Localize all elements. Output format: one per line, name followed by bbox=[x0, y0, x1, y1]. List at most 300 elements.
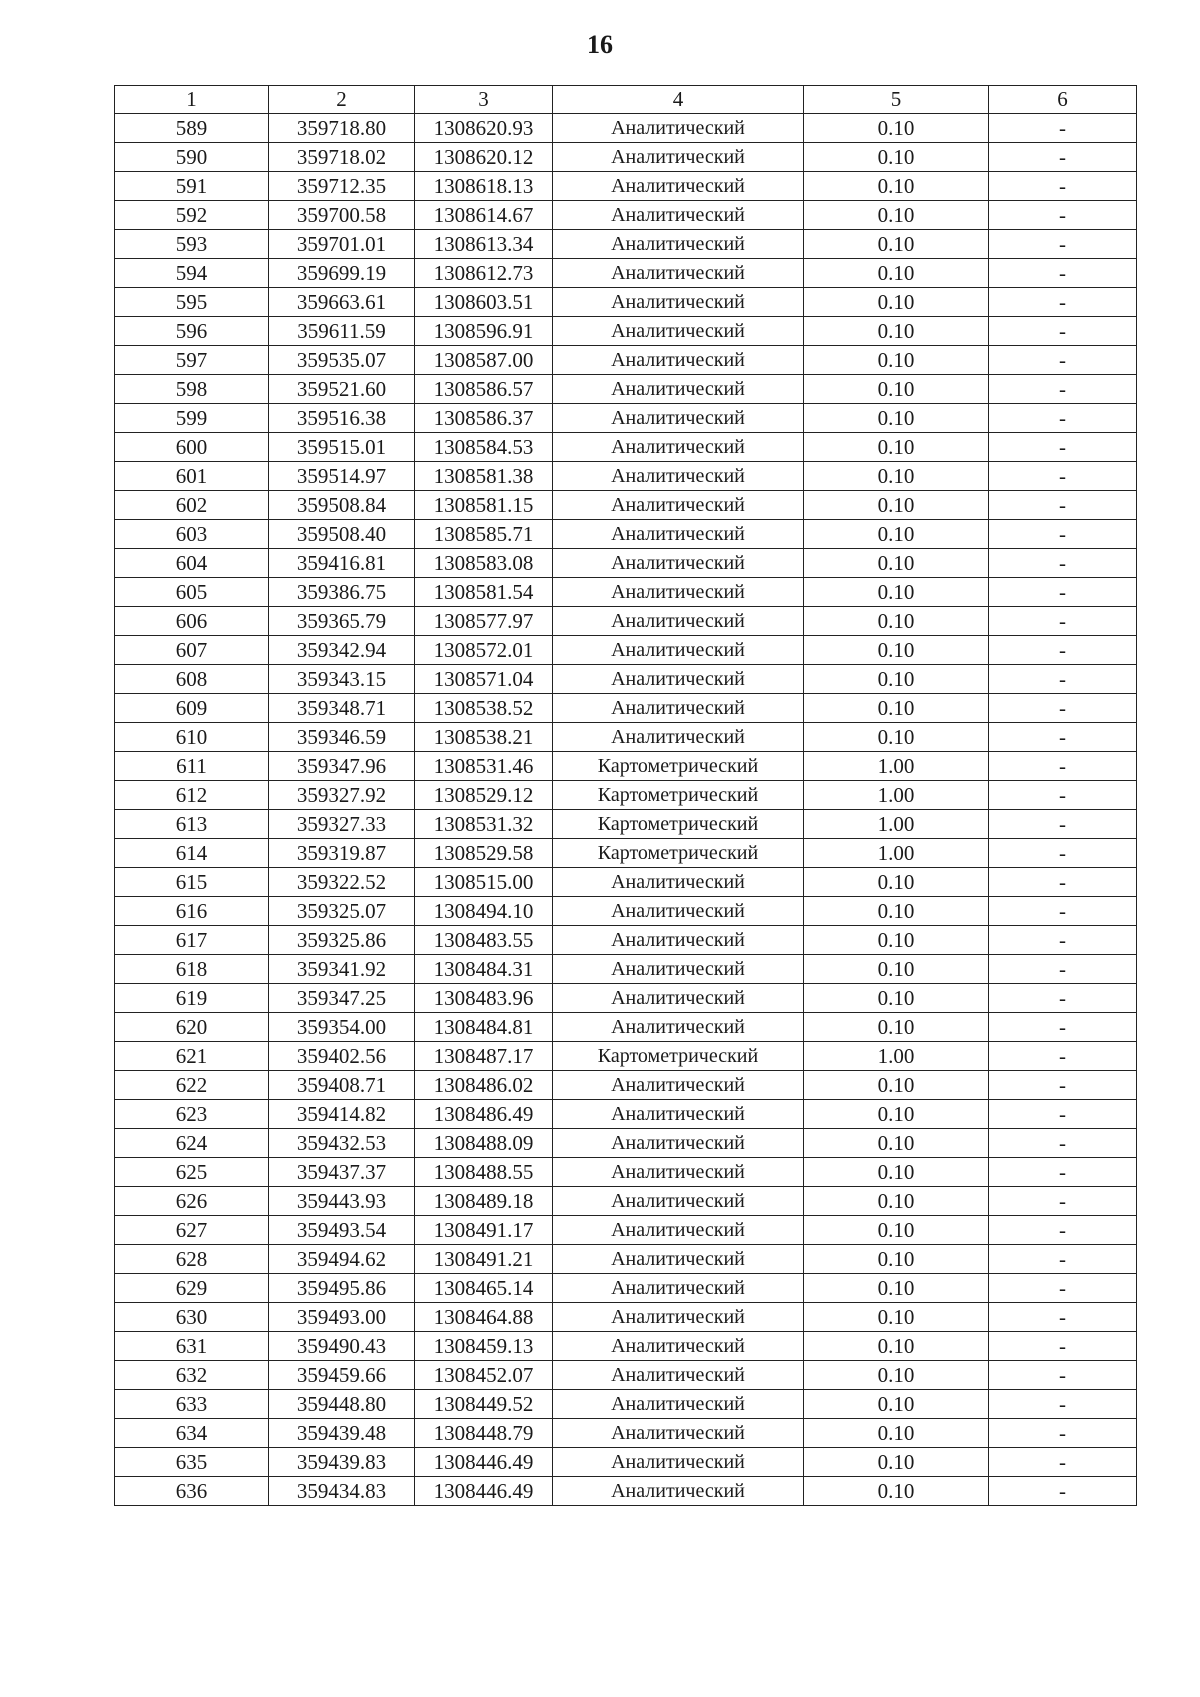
table-row bbox=[115, 462, 1137, 491]
accuracy-cell: 0.10 bbox=[804, 1013, 989, 1042]
x-coordinate-cell: 359535.07 bbox=[269, 346, 415, 375]
table-row bbox=[115, 1361, 1137, 1390]
note-cell: - bbox=[989, 1361, 1137, 1390]
y-coordinate-cell: 1308581.38 bbox=[415, 462, 553, 491]
method-cell: Аналитический bbox=[553, 317, 804, 346]
point-number-cell: 591 bbox=[115, 172, 269, 201]
point-number-cell: 618 bbox=[115, 955, 269, 984]
note-cell: - bbox=[989, 317, 1137, 346]
x-coordinate-cell: 359347.25 bbox=[269, 984, 415, 1013]
accuracy-cell: 0.10 bbox=[804, 172, 989, 201]
y-coordinate-cell: 1308618.13 bbox=[415, 172, 553, 201]
method-cell: Аналитический bbox=[553, 723, 804, 752]
note-cell: - bbox=[989, 636, 1137, 665]
point-number-cell: 609 bbox=[115, 694, 269, 723]
y-coordinate-cell: 1308531.46 bbox=[415, 752, 553, 781]
x-coordinate-cell: 359416.81 bbox=[269, 549, 415, 578]
note-cell: - bbox=[989, 288, 1137, 317]
table-row bbox=[115, 491, 1137, 520]
table-row bbox=[115, 375, 1137, 404]
x-coordinate-cell: 359663.61 bbox=[269, 288, 415, 317]
y-coordinate-cell: 1308577.97 bbox=[415, 607, 553, 636]
accuracy-cell: 0.10 bbox=[804, 984, 989, 1013]
method-cell: Аналитический bbox=[553, 926, 804, 955]
note-cell: - bbox=[989, 1274, 1137, 1303]
point-number-cell: 604 bbox=[115, 549, 269, 578]
point-number-cell: 593 bbox=[115, 230, 269, 259]
x-coordinate-cell: 359432.53 bbox=[269, 1129, 415, 1158]
y-coordinate-cell: 1308531.32 bbox=[415, 810, 553, 839]
y-coordinate-cell: 1308483.55 bbox=[415, 926, 553, 955]
accuracy-cell: 0.10 bbox=[804, 868, 989, 897]
method-cell: Аналитический bbox=[553, 607, 804, 636]
table-header bbox=[115, 86, 1137, 114]
y-coordinate-cell: 1308538.52 bbox=[415, 694, 553, 723]
accuracy-cell: 0.10 bbox=[804, 1129, 989, 1158]
x-coordinate-cell: 359365.79 bbox=[269, 607, 415, 636]
method-cell: Аналитический bbox=[553, 288, 804, 317]
y-coordinate-cell: 1308529.58 bbox=[415, 839, 553, 868]
method-cell: Аналитический bbox=[553, 375, 804, 404]
table-row bbox=[115, 868, 1137, 897]
y-coordinate-cell: 1308486.02 bbox=[415, 1071, 553, 1100]
y-coordinate-cell: 1308581.54 bbox=[415, 578, 553, 607]
accuracy-cell: 0.10 bbox=[804, 491, 989, 520]
x-coordinate-cell: 359414.82 bbox=[269, 1100, 415, 1129]
method-cell: Аналитический bbox=[553, 1013, 804, 1042]
x-coordinate-cell: 359515.01 bbox=[269, 433, 415, 462]
point-number-cell: 595 bbox=[115, 288, 269, 317]
method-cell: Аналитический bbox=[553, 143, 804, 172]
accuracy-cell: 0.10 bbox=[804, 1477, 989, 1506]
note-cell: - bbox=[989, 462, 1137, 491]
accuracy-cell: 0.10 bbox=[804, 955, 989, 984]
point-number-cell: 594 bbox=[115, 259, 269, 288]
table-row bbox=[115, 1332, 1137, 1361]
y-coordinate-cell: 1308583.08 bbox=[415, 549, 553, 578]
point-number-cell: 635 bbox=[115, 1448, 269, 1477]
note-cell: - bbox=[989, 346, 1137, 375]
note-cell: - bbox=[989, 1042, 1137, 1071]
accuracy-cell: 1.00 bbox=[804, 781, 989, 810]
y-coordinate-cell: 1308484.31 bbox=[415, 955, 553, 984]
x-coordinate-cell: 359494.62 bbox=[269, 1245, 415, 1274]
method-cell: Картометрический bbox=[553, 1042, 804, 1071]
y-coordinate-cell: 1308612.73 bbox=[415, 259, 553, 288]
note-cell: - bbox=[989, 1332, 1137, 1361]
note-cell: - bbox=[989, 143, 1137, 172]
accuracy-cell: 0.10 bbox=[804, 1100, 989, 1129]
method-cell: Аналитический bbox=[553, 1332, 804, 1361]
table-row bbox=[115, 1013, 1137, 1042]
point-number-cell: 636 bbox=[115, 1477, 269, 1506]
table-body bbox=[115, 114, 1137, 1506]
method-cell: Аналитический bbox=[553, 433, 804, 462]
x-coordinate-cell: 359342.94 bbox=[269, 636, 415, 665]
header-row bbox=[115, 86, 1137, 114]
note-cell: - bbox=[989, 114, 1137, 143]
accuracy-cell: 0.10 bbox=[804, 1216, 989, 1245]
accuracy-cell: 0.10 bbox=[804, 462, 989, 491]
x-coordinate-cell: 359448.80 bbox=[269, 1390, 415, 1419]
accuracy-cell: 0.10 bbox=[804, 288, 989, 317]
note-cell: - bbox=[989, 1245, 1137, 1274]
table-row bbox=[115, 404, 1137, 433]
method-cell: Аналитический bbox=[553, 462, 804, 491]
point-number-cell: 630 bbox=[115, 1303, 269, 1332]
y-coordinate-cell: 1308581.15 bbox=[415, 491, 553, 520]
method-cell: Аналитический bbox=[553, 1129, 804, 1158]
y-coordinate-cell: 1308484.81 bbox=[415, 1013, 553, 1042]
table-row bbox=[115, 955, 1137, 984]
x-coordinate-cell: 359495.86 bbox=[269, 1274, 415, 1303]
table-row bbox=[115, 607, 1137, 636]
method-cell: Аналитический bbox=[553, 897, 804, 926]
table-row bbox=[115, 433, 1137, 462]
method-cell: Аналитический bbox=[553, 694, 804, 723]
x-coordinate-cell: 359516.38 bbox=[269, 404, 415, 433]
x-coordinate-cell: 359341.92 bbox=[269, 955, 415, 984]
table-row bbox=[115, 1448, 1137, 1477]
x-coordinate-cell: 359439.48 bbox=[269, 1419, 415, 1448]
method-cell: Аналитический bbox=[553, 1071, 804, 1100]
accuracy-cell: 0.10 bbox=[804, 926, 989, 955]
table-row bbox=[115, 810, 1137, 839]
x-coordinate-cell: 359402.56 bbox=[269, 1042, 415, 1071]
note-cell: - bbox=[989, 1216, 1137, 1245]
point-number-cell: 611 bbox=[115, 752, 269, 781]
x-coordinate-cell: 359521.60 bbox=[269, 375, 415, 404]
x-coordinate-cell: 359439.83 bbox=[269, 1448, 415, 1477]
note-cell: - bbox=[989, 839, 1137, 868]
y-coordinate-cell: 1308586.37 bbox=[415, 404, 553, 433]
table-row bbox=[115, 172, 1137, 201]
method-cell: Аналитический bbox=[553, 259, 804, 288]
point-number-cell: 622 bbox=[115, 1071, 269, 1100]
accuracy-cell: 0.10 bbox=[804, 346, 989, 375]
table-row bbox=[115, 897, 1137, 926]
x-coordinate-cell: 359493.54 bbox=[269, 1216, 415, 1245]
accuracy-cell: 0.10 bbox=[804, 636, 989, 665]
point-number-cell: 615 bbox=[115, 868, 269, 897]
note-cell: - bbox=[989, 607, 1137, 636]
method-cell: Аналитический bbox=[553, 491, 804, 520]
method-cell: Аналитический bbox=[553, 346, 804, 375]
x-coordinate-cell: 359325.86 bbox=[269, 926, 415, 955]
table-row bbox=[115, 1071, 1137, 1100]
note-cell: - bbox=[989, 549, 1137, 578]
accuracy-cell: 0.10 bbox=[804, 694, 989, 723]
note-cell: - bbox=[989, 1100, 1137, 1129]
y-coordinate-cell: 1308515.00 bbox=[415, 868, 553, 897]
y-coordinate-cell: 1308584.53 bbox=[415, 433, 553, 462]
method-cell: Аналитический bbox=[553, 984, 804, 1013]
y-coordinate-cell: 1308538.21 bbox=[415, 723, 553, 752]
y-coordinate-cell: 1308483.96 bbox=[415, 984, 553, 1013]
table-row bbox=[115, 694, 1137, 723]
y-coordinate-cell: 1308488.09 bbox=[415, 1129, 553, 1158]
accuracy-cell: 0.10 bbox=[804, 433, 989, 462]
point-number-cell: 634 bbox=[115, 1419, 269, 1448]
note-cell: - bbox=[989, 259, 1137, 288]
accuracy-cell: 0.10 bbox=[804, 723, 989, 752]
method-cell: Аналитический bbox=[553, 868, 804, 897]
note-cell: - bbox=[989, 665, 1137, 694]
table-row bbox=[115, 839, 1137, 868]
table-row bbox=[115, 1274, 1137, 1303]
table-row bbox=[115, 781, 1137, 810]
note-cell: - bbox=[989, 520, 1137, 549]
note-cell: - bbox=[989, 926, 1137, 955]
method-cell: Аналитический bbox=[553, 1245, 804, 1274]
x-coordinate-cell: 359490.43 bbox=[269, 1332, 415, 1361]
y-coordinate-cell: 1308491.21 bbox=[415, 1245, 553, 1274]
accuracy-cell: 0.10 bbox=[804, 897, 989, 926]
note-cell: - bbox=[989, 1158, 1137, 1187]
y-coordinate-cell: 1308464.88 bbox=[415, 1303, 553, 1332]
method-cell: Аналитический bbox=[553, 1274, 804, 1303]
point-number-cell: 607 bbox=[115, 636, 269, 665]
point-number-cell: 628 bbox=[115, 1245, 269, 1274]
y-coordinate-cell: 1308448.79 bbox=[415, 1419, 553, 1448]
note-cell: - bbox=[989, 1129, 1137, 1158]
x-coordinate-cell: 359508.40 bbox=[269, 520, 415, 549]
y-coordinate-cell: 1308613.34 bbox=[415, 230, 553, 259]
point-number-cell: 601 bbox=[115, 462, 269, 491]
x-coordinate-cell: 359343.15 bbox=[269, 665, 415, 694]
y-coordinate-cell: 1308446.49 bbox=[415, 1477, 553, 1506]
accuracy-cell: 0.10 bbox=[804, 1245, 989, 1274]
note-cell: - bbox=[989, 404, 1137, 433]
method-cell: Аналитический bbox=[553, 1216, 804, 1245]
x-coordinate-cell: 359434.83 bbox=[269, 1477, 415, 1506]
point-number-cell: 617 bbox=[115, 926, 269, 955]
table-row bbox=[115, 1303, 1137, 1332]
point-number-cell: 599 bbox=[115, 404, 269, 433]
note-cell: - bbox=[989, 984, 1137, 1013]
note-cell: - bbox=[989, 781, 1137, 810]
method-cell: Аналитический bbox=[553, 172, 804, 201]
method-cell: Картометрический bbox=[553, 781, 804, 810]
accuracy-cell: 1.00 bbox=[804, 810, 989, 839]
point-number-cell: 624 bbox=[115, 1129, 269, 1158]
table-row bbox=[115, 1216, 1137, 1245]
x-coordinate-cell: 359319.87 bbox=[269, 839, 415, 868]
table-row bbox=[115, 984, 1137, 1013]
x-coordinate-cell: 359325.07 bbox=[269, 897, 415, 926]
note-cell: - bbox=[989, 694, 1137, 723]
col-6-header: 6 bbox=[989, 86, 1137, 114]
point-number-cell: 631 bbox=[115, 1332, 269, 1361]
point-number-cell: 596 bbox=[115, 317, 269, 346]
method-cell: Картометрический bbox=[553, 839, 804, 868]
x-coordinate-cell: 359322.52 bbox=[269, 868, 415, 897]
point-number-cell: 589 bbox=[115, 114, 269, 143]
method-cell: Аналитический bbox=[553, 404, 804, 433]
method-cell: Аналитический bbox=[553, 1158, 804, 1187]
accuracy-cell: 0.10 bbox=[804, 665, 989, 694]
method-cell: Аналитический bbox=[553, 636, 804, 665]
point-number-cell: 627 bbox=[115, 1216, 269, 1245]
method-cell: Аналитический bbox=[553, 578, 804, 607]
accuracy-cell: 0.10 bbox=[804, 520, 989, 549]
y-coordinate-cell: 1308620.93 bbox=[415, 114, 553, 143]
point-number-cell: 621 bbox=[115, 1042, 269, 1071]
method-cell: Аналитический bbox=[553, 955, 804, 984]
y-coordinate-cell: 1308459.13 bbox=[415, 1332, 553, 1361]
point-number-cell: 620 bbox=[115, 1013, 269, 1042]
table-row bbox=[115, 520, 1137, 549]
accuracy-cell: 0.10 bbox=[804, 1158, 989, 1187]
note-cell: - bbox=[989, 752, 1137, 781]
note-cell: - bbox=[989, 1303, 1137, 1332]
col-2-header: 2 bbox=[269, 86, 415, 114]
y-coordinate-cell: 1308465.14 bbox=[415, 1274, 553, 1303]
point-number-cell: 590 bbox=[115, 143, 269, 172]
y-coordinate-cell: 1308446.49 bbox=[415, 1448, 553, 1477]
method-cell: Аналитический bbox=[553, 1419, 804, 1448]
x-coordinate-cell: 359718.02 bbox=[269, 143, 415, 172]
y-coordinate-cell: 1308494.10 bbox=[415, 897, 553, 926]
accuracy-cell: 0.10 bbox=[804, 607, 989, 636]
table-row bbox=[115, 1245, 1137, 1274]
point-number-cell: 625 bbox=[115, 1158, 269, 1187]
note-cell: - bbox=[989, 491, 1137, 520]
point-number-cell: 605 bbox=[115, 578, 269, 607]
y-coordinate-cell: 1308487.17 bbox=[415, 1042, 553, 1071]
point-number-cell: 592 bbox=[115, 201, 269, 230]
point-number-cell: 619 bbox=[115, 984, 269, 1013]
accuracy-cell: 0.10 bbox=[804, 1274, 989, 1303]
accuracy-cell: 0.10 bbox=[804, 259, 989, 288]
y-coordinate-cell: 1308614.67 bbox=[415, 201, 553, 230]
table-row bbox=[115, 1390, 1137, 1419]
accuracy-cell: 0.10 bbox=[804, 1187, 989, 1216]
accuracy-cell: 0.10 bbox=[804, 1419, 989, 1448]
accuracy-cell: 0.10 bbox=[804, 230, 989, 259]
point-number-cell: 623 bbox=[115, 1100, 269, 1129]
method-cell: Картометрический bbox=[553, 752, 804, 781]
table-row bbox=[115, 1042, 1137, 1071]
y-coordinate-cell: 1308586.57 bbox=[415, 375, 553, 404]
note-cell: - bbox=[989, 172, 1137, 201]
x-coordinate-cell: 359699.19 bbox=[269, 259, 415, 288]
accuracy-cell: 0.10 bbox=[804, 1361, 989, 1390]
table-row bbox=[115, 230, 1137, 259]
table-row bbox=[115, 636, 1137, 665]
y-coordinate-cell: 1308449.52 bbox=[415, 1390, 553, 1419]
method-cell: Аналитический bbox=[553, 1361, 804, 1390]
accuracy-cell: 0.10 bbox=[804, 375, 989, 404]
note-cell: - bbox=[989, 1013, 1137, 1042]
x-coordinate-cell: 359700.58 bbox=[269, 201, 415, 230]
x-coordinate-cell: 359508.84 bbox=[269, 491, 415, 520]
table-row bbox=[115, 549, 1137, 578]
method-cell: Аналитический bbox=[553, 1100, 804, 1129]
x-coordinate-cell: 359493.00 bbox=[269, 1303, 415, 1332]
method-cell: Аналитический bbox=[553, 1448, 804, 1477]
point-number-cell: 612 bbox=[115, 781, 269, 810]
col-5-header: 5 bbox=[804, 86, 989, 114]
x-coordinate-cell: 359712.35 bbox=[269, 172, 415, 201]
accuracy-cell: 0.10 bbox=[804, 114, 989, 143]
table-row bbox=[115, 752, 1137, 781]
accuracy-cell: 0.10 bbox=[804, 1071, 989, 1100]
table-row bbox=[115, 114, 1137, 143]
note-cell: - bbox=[989, 1071, 1137, 1100]
table-row bbox=[115, 288, 1137, 317]
accuracy-cell: 0.10 bbox=[804, 404, 989, 433]
coordinates-table bbox=[114, 85, 1137, 1506]
method-cell: Аналитический bbox=[553, 1303, 804, 1332]
note-cell: - bbox=[989, 578, 1137, 607]
accuracy-cell: 1.00 bbox=[804, 752, 989, 781]
point-number-cell: 613 bbox=[115, 810, 269, 839]
note-cell: - bbox=[989, 230, 1137, 259]
y-coordinate-cell: 1308486.49 bbox=[415, 1100, 553, 1129]
table-row bbox=[115, 926, 1137, 955]
note-cell: - bbox=[989, 375, 1137, 404]
x-coordinate-cell: 359327.92 bbox=[269, 781, 415, 810]
y-coordinate-cell: 1308596.91 bbox=[415, 317, 553, 346]
x-coordinate-cell: 359354.00 bbox=[269, 1013, 415, 1042]
table-row bbox=[115, 317, 1137, 346]
point-number-cell: 632 bbox=[115, 1361, 269, 1390]
method-cell: Аналитический bbox=[553, 1187, 804, 1216]
accuracy-cell: 0.10 bbox=[804, 317, 989, 346]
accuracy-cell: 0.10 bbox=[804, 549, 989, 578]
x-coordinate-cell: 359718.80 bbox=[269, 114, 415, 143]
table-row bbox=[115, 723, 1137, 752]
accuracy-cell: 0.10 bbox=[804, 201, 989, 230]
note-cell: - bbox=[989, 1477, 1137, 1506]
note-cell: - bbox=[989, 201, 1137, 230]
note-cell: - bbox=[989, 723, 1137, 752]
method-cell: Аналитический bbox=[553, 549, 804, 578]
point-number-cell: 603 bbox=[115, 520, 269, 549]
point-number-cell: 608 bbox=[115, 665, 269, 694]
table-row bbox=[115, 665, 1137, 694]
y-coordinate-cell: 1308489.18 bbox=[415, 1187, 553, 1216]
table-row bbox=[115, 1100, 1137, 1129]
table-row bbox=[115, 259, 1137, 288]
x-coordinate-cell: 359408.71 bbox=[269, 1071, 415, 1100]
table-row bbox=[115, 578, 1137, 607]
note-cell: - bbox=[989, 433, 1137, 462]
point-number-cell: 614 bbox=[115, 839, 269, 868]
y-coordinate-cell: 1308571.04 bbox=[415, 665, 553, 694]
x-coordinate-cell: 359459.66 bbox=[269, 1361, 415, 1390]
table-row bbox=[115, 346, 1137, 375]
method-cell: Аналитический bbox=[553, 230, 804, 259]
y-coordinate-cell: 1308491.17 bbox=[415, 1216, 553, 1245]
method-cell: Аналитический bbox=[553, 520, 804, 549]
method-cell: Аналитический bbox=[553, 665, 804, 694]
method-cell: Аналитический bbox=[553, 1477, 804, 1506]
point-number-cell: 626 bbox=[115, 1187, 269, 1216]
point-number-cell: 597 bbox=[115, 346, 269, 375]
note-cell: - bbox=[989, 868, 1137, 897]
note-cell: - bbox=[989, 1187, 1137, 1216]
table-row bbox=[115, 201, 1137, 230]
y-coordinate-cell: 1308620.12 bbox=[415, 143, 553, 172]
accuracy-cell: 1.00 bbox=[804, 1042, 989, 1071]
note-cell: - bbox=[989, 1448, 1137, 1477]
accuracy-cell: 0.10 bbox=[804, 1448, 989, 1477]
accuracy-cell: 0.10 bbox=[804, 143, 989, 172]
note-cell: - bbox=[989, 897, 1137, 926]
point-number-cell: 606 bbox=[115, 607, 269, 636]
